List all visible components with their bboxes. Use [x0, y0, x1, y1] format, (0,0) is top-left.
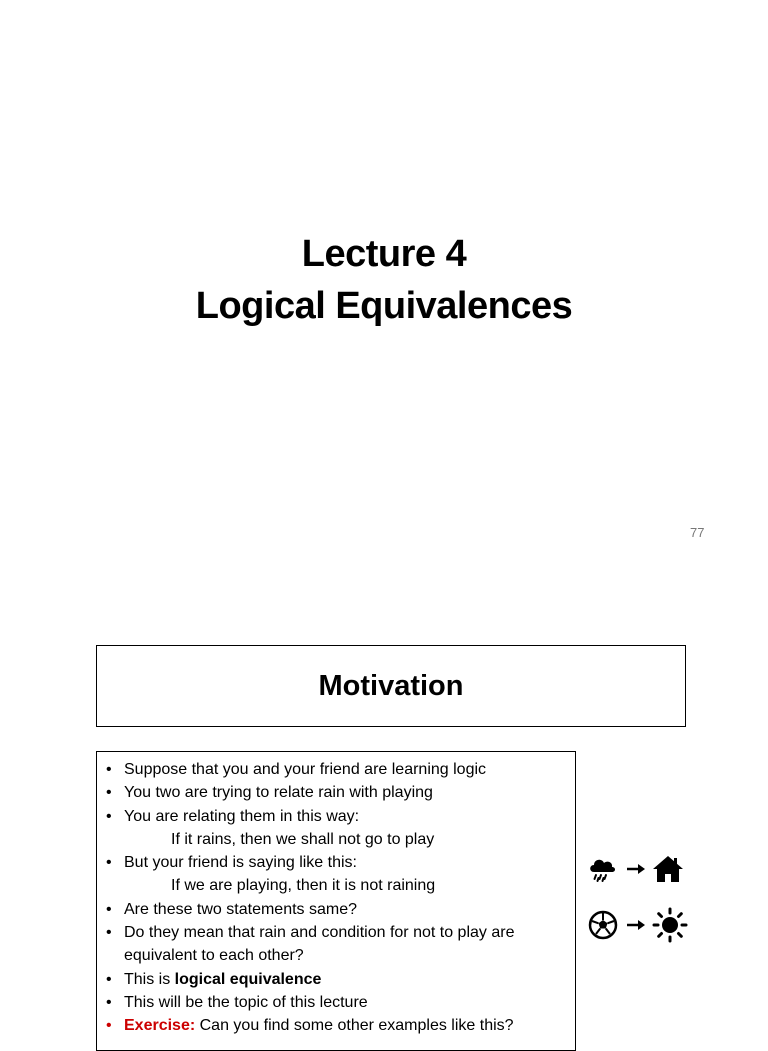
icon-row-rain-house	[588, 854, 684, 884]
sun-icon	[652, 907, 688, 943]
list-item-sub: If we are playing, then it is not raining	[171, 877, 436, 895]
motivation-title-box	[96, 645, 686, 727]
list-item-text: This is	[124, 970, 175, 988]
motivation-title: Motivation	[318, 669, 464, 702]
lecture-title-line2: Logical Equivalences	[195, 285, 573, 327]
rain-cloud-icon	[588, 855, 616, 883]
content-box	[96, 751, 576, 1051]
lecture-title-line1: Lecture 4	[301, 233, 467, 275]
icon-row-ball-sun	[588, 907, 688, 943]
bullet-list	[105, 758, 567, 1038]
list-item-exercise	[105, 1014, 567, 1037]
arrow-right-icon	[624, 911, 650, 939]
house-icon	[652, 854, 684, 884]
list-item: • Do they mean that rain and condition for not to play are	[105, 921, 567, 944]
arrow-right-icon	[624, 855, 650, 883]
list-item: • Suppose that you and your friend are learning logic	[105, 758, 567, 781]
list-item-sub: If it rains, then we shall not go to play	[171, 830, 435, 848]
lecture-title	[0, 228, 768, 332]
list-item-continuation: equivalent to each other?	[124, 947, 304, 965]
list-item: • This will be the topic of this lecture	[105, 991, 567, 1014]
exercise-text: Can you find some other examples like this?	[195, 1017, 514, 1035]
list-item: • You two are trying to relate rain with playing	[105, 781, 567, 804]
logical-equivalence-text: logical equivalence	[174, 970, 322, 988]
list-item: • You are relating them in this way:	[105, 805, 567, 828]
page-number: 77	[690, 525, 705, 540]
list-item: • Are these two statements same?	[105, 898, 567, 921]
list-item	[105, 968, 567, 991]
soccer-ball-icon	[588, 909, 618, 941]
exercise-label: Exercise:	[124, 1017, 196, 1035]
list-item: • But your friend is saying like this:	[105, 851, 567, 874]
